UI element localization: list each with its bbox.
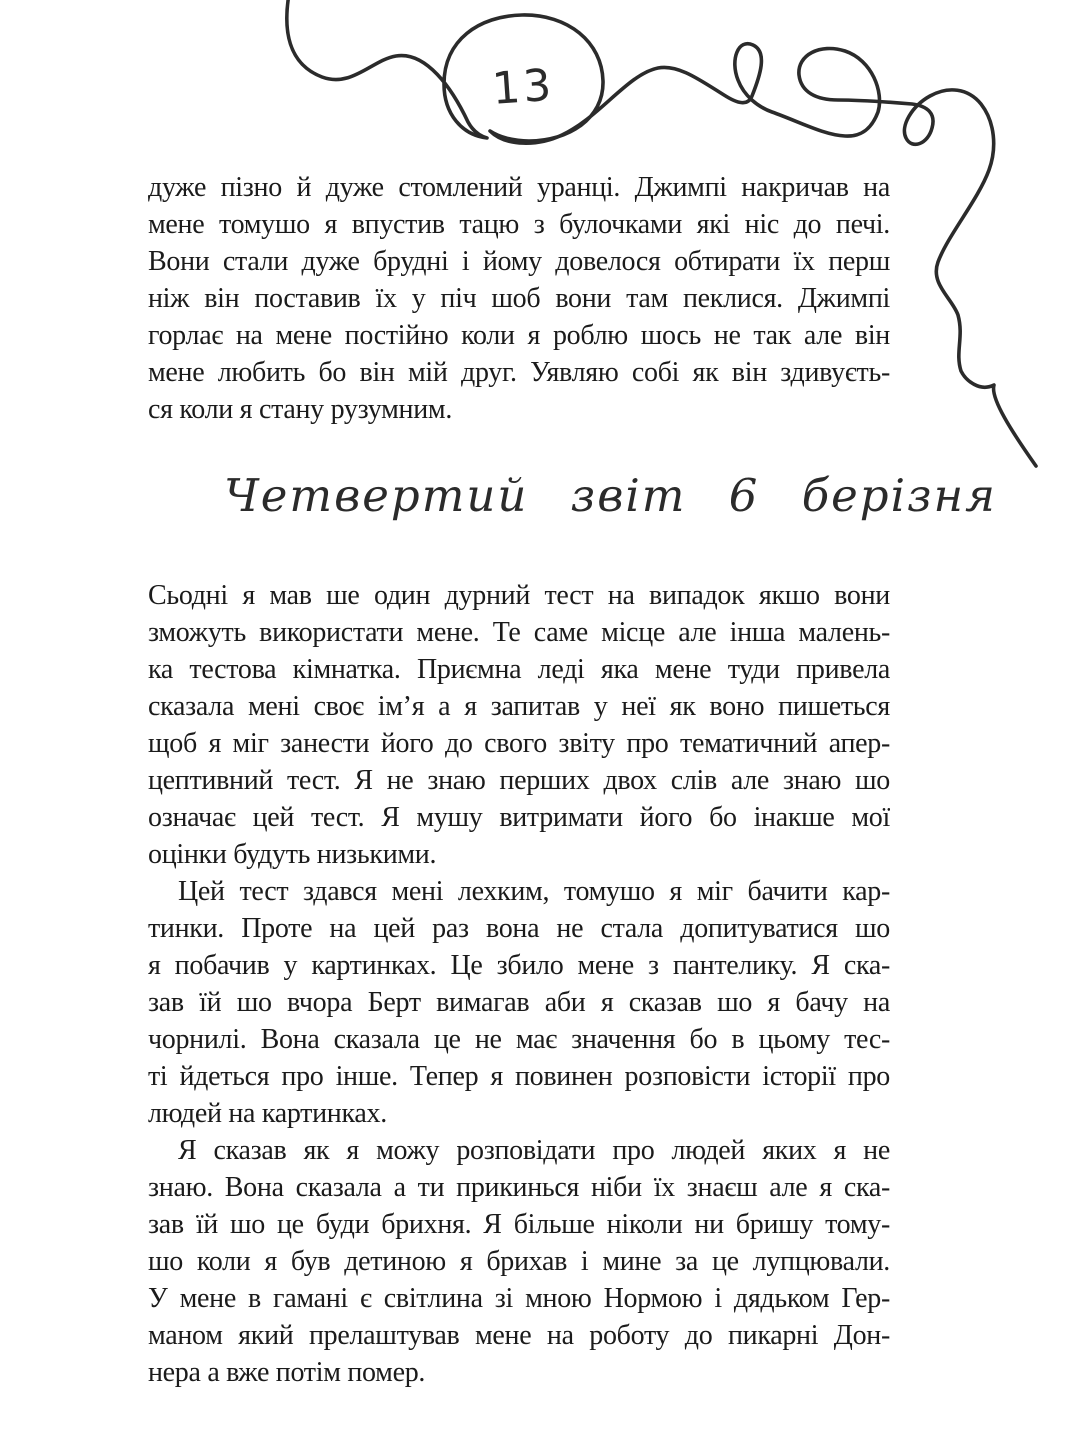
text-line: цептивний тест. Я не знаю перших двох слів але знаю шо xyxy=(148,765,890,796)
text-line: Цей тест здався мені лехким, томушо я міг бачити кар- xyxy=(178,876,890,907)
report-body xyxy=(148,577,890,1391)
text-line: Вони стали дуже брудні і йому довелося обтирати їх перш xyxy=(148,246,890,277)
text-line: зможуть використати мене. Те саме місце але інша малень- xyxy=(148,617,890,648)
text-line: Я сказав як я можу розповідати про людей яких я не xyxy=(178,1135,890,1166)
text-line: У мене в гамані є світлина зі мною Нормою і дядьком Гер- xyxy=(148,1283,890,1314)
text-line: щоб я міг занести його до свого звіту про тематичний апер- xyxy=(148,728,890,759)
text-line: горлає на мене постійно коли я роблю шось не так але він xyxy=(148,320,890,351)
text-line: зав їй шо вчора Берт вимагав аби я сказав шо я бачу на xyxy=(148,987,890,1018)
text-line: чорнилі. Вона сказала це не має значення бо в цьому тес- xyxy=(148,1024,890,1055)
text-line: людей на картинках. xyxy=(148,1098,387,1129)
text-line: шо коли я був детиною я брихав і мине за це лупцювали. xyxy=(148,1246,890,1277)
report-heading: Четвертий звіт 6 берізня xyxy=(224,469,997,522)
text-line: тинки. Проте на цей раз вона не стала допитуватися шо xyxy=(148,913,890,944)
text-line: мене любить бо він мій друг. Уявляю собі як він здивуєть- xyxy=(148,357,890,388)
text-line: зав їй шо це буди брихня. Я більше ніколи ни бришу тому- xyxy=(148,1209,890,1240)
text-line: ті йдеться про інше. Тепер я повинен розповісти історії про xyxy=(148,1061,890,1092)
text-line: нера а вже потім помер. xyxy=(148,1357,426,1388)
text-line: дуже пізно й дуже стомлений уранці. Джимпі накричав на xyxy=(148,172,890,203)
text-line: ся коли я стану рузумним. xyxy=(148,394,453,425)
text-line: знаю. Вона сказала а ти прикинься ніби їх знаєш але я ска- xyxy=(148,1172,890,1203)
text-line: сказала мені своє ім’я а я запитав у неї як воно пишеться xyxy=(148,691,890,722)
page-number: 13 xyxy=(490,59,556,115)
text-line: мене томушо я впустив тацю з булочками які ніс до печі. xyxy=(148,209,890,240)
text-line: означає цей тест. Я мушу витримати його бо інакше мої xyxy=(148,802,890,833)
text-line: ка тестова кімнатка. Приємна леді яка мене туди привела xyxy=(148,654,890,685)
paragraph-continuation xyxy=(148,169,890,428)
text-line: оцінки будуть низькими. xyxy=(148,839,437,870)
text-line: Сьодні я мав ше один дурний тест на випадок якшо вони xyxy=(148,580,890,611)
text-line: я побачив у картинках. Це збило мене з пантелику. Я ска- xyxy=(148,950,890,981)
text-line: маном який прелаштував мене на роботу до пикарні Дон- xyxy=(148,1320,890,1351)
text-line: ніж він поставив їх у піч шоб вони там пеклися. Джимпі xyxy=(148,283,890,314)
